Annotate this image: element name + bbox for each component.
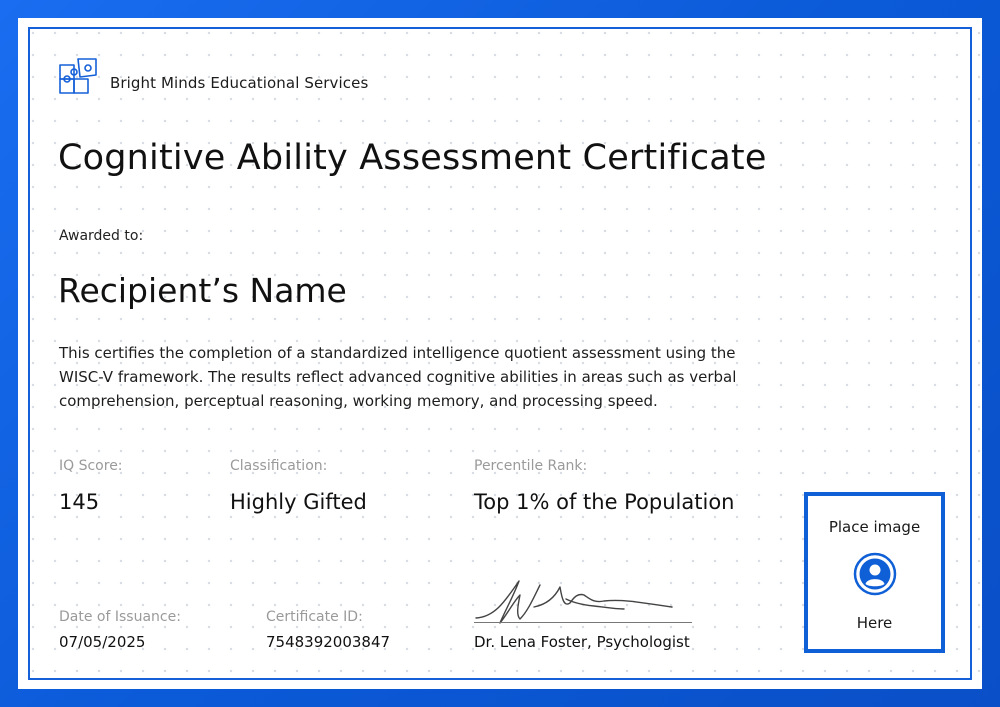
- iq-score-value: 145: [59, 490, 100, 514]
- classification-value: Highly Gifted: [230, 490, 367, 514]
- awarded-label: Awarded to:: [59, 228, 144, 244]
- certificate-description: This certifies the completion of a standardized intelligence quotient assessment using the WISC-V framework. The results reflect advanced cognitive abilities in areas such as verbal comprehension, perceptual reasoning, working memory, and processing speed.: [59, 344, 737, 410]
- signature: [474, 573, 694, 628]
- issuance-date-label: Date of Issuance:: [59, 609, 181, 625]
- percentile-label: Percentile Rank:: [474, 458, 588, 474]
- user-icon: [853, 552, 897, 596]
- classification-label: Classification:: [230, 458, 328, 474]
- certificate-id-value: 7548392003847: [266, 633, 391, 651]
- puzzle-logo-icon: [58, 55, 100, 97]
- signature-line: [474, 622, 692, 623]
- recipient-name: Recipient’s Name: [58, 271, 347, 310]
- certificate-id-label: Certificate ID:: [266, 609, 363, 625]
- signatory-name: Dr. Lena Foster, Psychologist: [474, 633, 690, 651]
- photo-placeholder[interactable]: [804, 492, 945, 653]
- issuance-date-value: 07/05/2025: [59, 633, 146, 651]
- iq-score-label: IQ Score:: [59, 458, 123, 474]
- percentile-value: Top 1% of the Population: [474, 490, 735, 514]
- photo-placeholder-top-text: Place image: [828, 518, 921, 536]
- photo-placeholder-bottom-text: Here: [856, 614, 893, 632]
- certificate-title: Cognitive Ability Assessment Certificate: [58, 138, 767, 178]
- organization-name: Bright Minds Educational Services: [110, 74, 369, 92]
